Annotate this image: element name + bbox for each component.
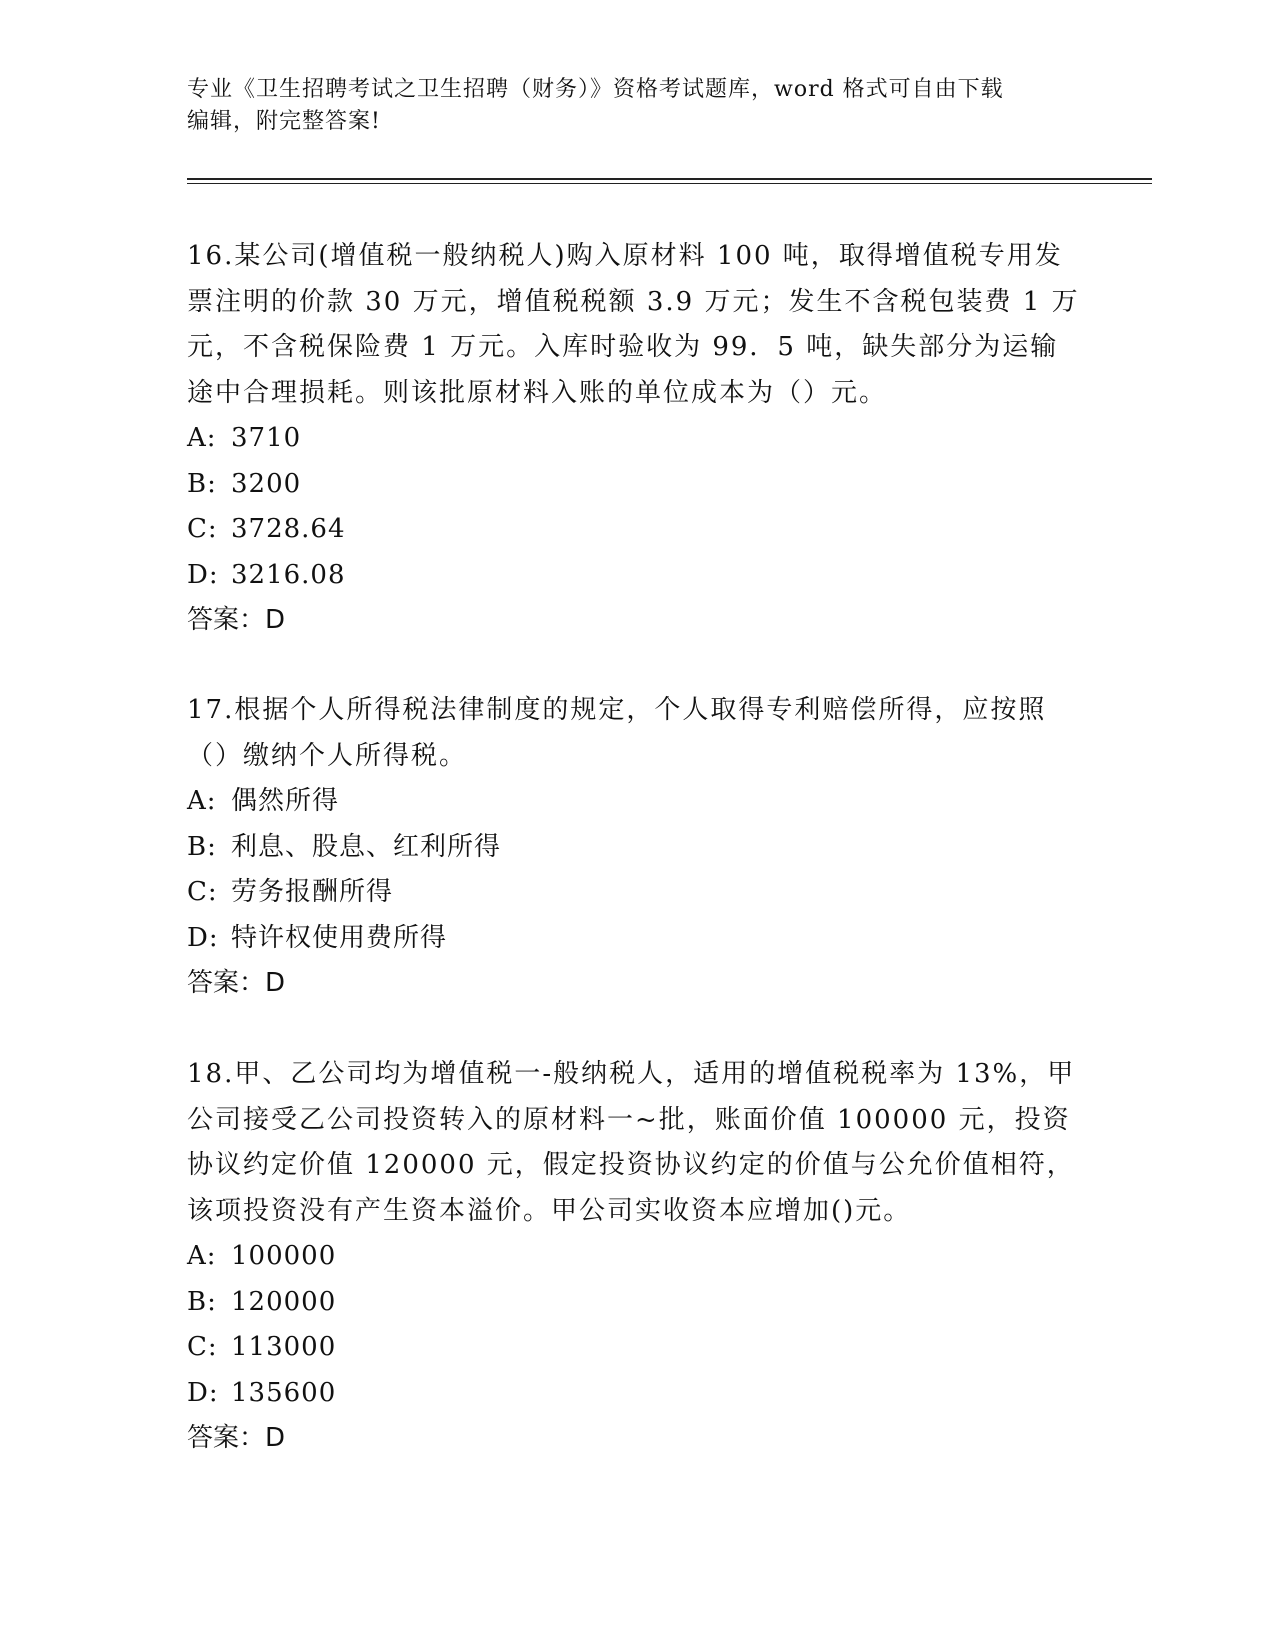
option-letter: B: — [187, 468, 217, 499]
question-stem-line: 协议约定价值 120000 元，假定投资协议约定的价值与公允价值相符， — [187, 1150, 1075, 1180]
question-17 — [187, 688, 1087, 1007]
option-letter: A: — [187, 1241, 217, 1271]
question-stem-line: 该项投资没有产生资本溢价。甲公司实收资本应增加()元。 — [187, 1195, 912, 1226]
question-stem-line: 18.甲、乙公司均为增值税一-般纳税人，适用的增值税税率为 13%，甲 — [187, 1059, 1076, 1089]
option-a — [187, 1234, 1087, 1280]
option-text: 135600 — [231, 1377, 337, 1408]
option-a — [187, 779, 1087, 825]
option-text: 113000 — [231, 1332, 337, 1362]
option-text: 100000 — [231, 1241, 337, 1271]
option-text: 劳务报酬所得 — [231, 877, 394, 907]
header-line-2: 编辑，附完整答案! — [187, 109, 381, 134]
option-text: 3710 — [231, 423, 302, 453]
option-letter: D: — [187, 922, 219, 953]
answer-line: 答案：D — [187, 968, 286, 998]
question-stem-line: 元，不含税保险费 1 万元。入库时验收为 99．5 吨，缺失部分为运输 — [187, 332, 1059, 362]
question-stem-line: 票注明的价款 30 万元，增值税税额 3.9 万元；发生不含税包装费 1 万 — [187, 286, 1080, 317]
option-text: 3728.64 — [231, 514, 346, 544]
header-line-1: 专业《卫生招聘考试之卫生招聘（财务）》资格考试题库，word 格式可自由下载 — [187, 77, 1004, 102]
option-text: 偶然所得 — [231, 786, 340, 816]
answer-line: 答案：D — [187, 605, 286, 635]
option-c — [187, 507, 1087, 553]
question-18 — [187, 1052, 1087, 1462]
option-letter: B: — [187, 1286, 217, 1317]
option-b — [187, 1280, 1087, 1326]
option-letter: B: — [187, 831, 217, 862]
answer-line: 答案：D — [187, 1423, 286, 1453]
option-a — [187, 416, 1087, 462]
question-stem-line: 16.某公司(增值税一般纳税人)购入原材料 100 吨，取得增值税专用发 — [187, 241, 1063, 271]
header-divider-thin — [187, 183, 1152, 184]
option-d — [187, 553, 1087, 599]
option-d — [187, 916, 1087, 962]
option-letter: C: — [187, 514, 218, 544]
option-text: 特许权使用费所得 — [231, 922, 448, 953]
header-divider — [187, 178, 1152, 180]
option-text: 利息、股息、红利所得 — [231, 831, 502, 862]
option-text: 120000 — [231, 1286, 337, 1317]
question-stem-line: 公司接受乙公司投资转入的原材料一~批，账面价值 100000 元，投资 — [187, 1104, 1071, 1135]
option-text: 3200 — [231, 468, 302, 499]
option-c — [187, 870, 1087, 916]
question-stem-line: 途中合理损耗。则该批原材料入账的单位成本为（）元。 — [187, 377, 888, 408]
option-letter: C: — [187, 877, 218, 907]
option-letter: D: — [187, 559, 219, 590]
option-b — [187, 462, 1087, 508]
option-d — [187, 1371, 1087, 1417]
option-letter: A: — [187, 786, 217, 816]
option-letter: A: — [187, 423, 217, 453]
option-letter: D: — [187, 1377, 219, 1408]
option-c — [187, 1325, 1087, 1371]
question-stem-line: （）缴纳个人所得税。 — [187, 740, 468, 771]
question-stem-line: 17.根据个人所得税法律制度的规定，个人取得专利赔偿所得，应按照 — [187, 695, 1047, 725]
option-text: 3216.08 — [231, 559, 346, 590]
option-b — [187, 825, 1087, 871]
question-16 — [187, 234, 1087, 644]
option-letter: C: — [187, 1332, 218, 1362]
document-header — [187, 74, 1087, 138]
